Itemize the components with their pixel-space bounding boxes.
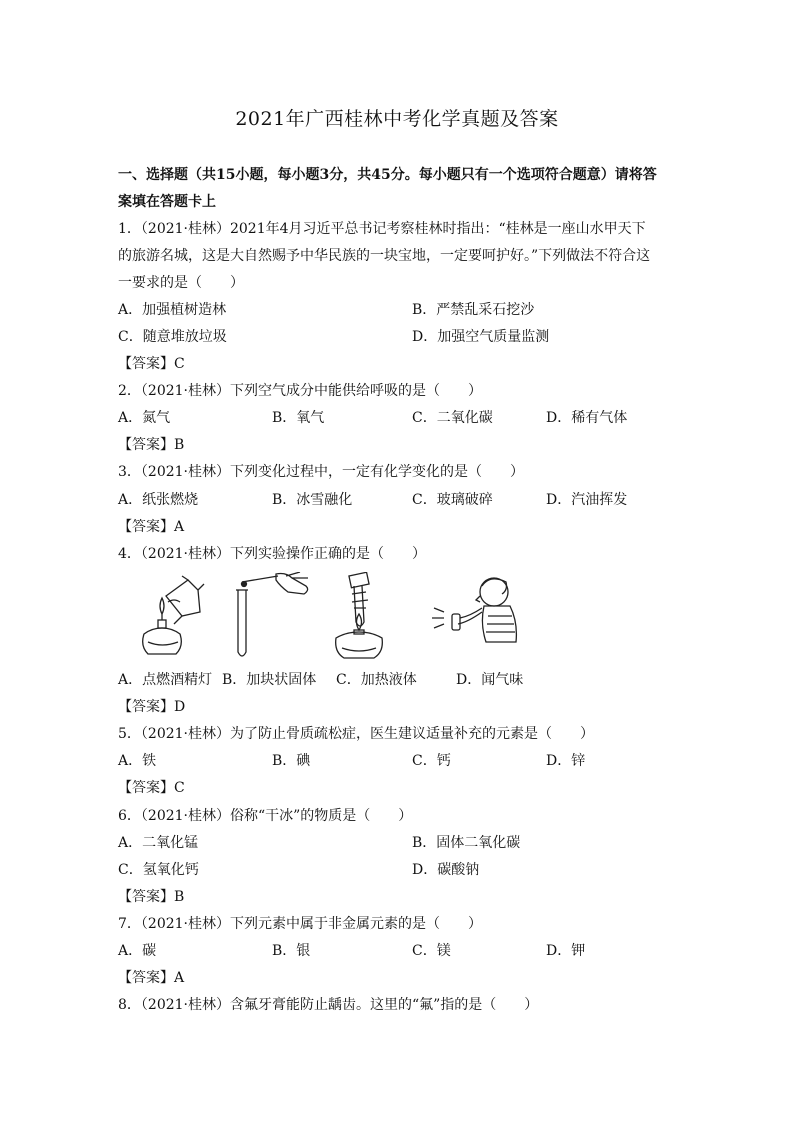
question-2-option-c: C．二氧化碳 [412, 410, 493, 426]
question-1-answer [118, 354, 185, 374]
answer-value: A [174, 970, 185, 986]
answer-label: 【答案】 [118, 437, 174, 453]
answer-label: 【答案】 [118, 780, 174, 796]
question-2-option-b: B．氧气 [272, 410, 325, 426]
question-7-answer [118, 968, 184, 988]
question-7-option-d: D．钾 [546, 943, 586, 959]
answer-value: B [174, 889, 185, 905]
question-1-stem-line-1: 1．（2021·桂林）2021年4月习近平总书记考察桂林时指出：“桂林是一座山水甲天下 [118, 221, 646, 237]
question-6-option-b: B．固体二氧化碳 [412, 835, 521, 851]
question-3-option-b: B．冰雪融化 [272, 492, 353, 508]
question-6-option-d: D．碳酸钠 [412, 862, 480, 878]
answer-value: C [174, 356, 185, 372]
question-3-option-a: A．纸张燃烧 [118, 492, 199, 508]
question-6-stem: 6．（2021·桂林）俗称“干冰”的物质是（ ） [118, 808, 413, 824]
question-1-option-d: D．加强空气质量监测 [412, 329, 550, 345]
question-5-answer [118, 778, 185, 798]
question-2-answer [118, 435, 184, 455]
question-4-option-c: C．加热液体 [336, 672, 417, 688]
question-5-option-b: B．碘 [272, 753, 311, 769]
question-7-stem: 7．（2021·桂林）下列元素中属于非金属元素的是（ ） [118, 916, 482, 932]
answer-value: A [174, 519, 185, 535]
question-1-stem-line-3: 一要求的是（ ） [118, 275, 244, 291]
question-3-answer [118, 517, 184, 537]
question-6-option-c: C．氢氧化钙 [118, 862, 199, 878]
question-3-option-d: D．汽油挥发 [546, 492, 628, 508]
question-5-option-d: D．锌 [546, 753, 586, 769]
question-5-option-c: C．钙 [412, 753, 451, 769]
answer-value: C [174, 780, 185, 796]
heating-liquid-illustration [328, 572, 398, 662]
question-2-option-d: D．稀有气体 [546, 410, 628, 426]
question-3-stem: 3．（2021·桂林）下列变化过程中，一定有化学变化的是（ ） [118, 464, 524, 480]
answer-label: 【答案】 [118, 699, 174, 715]
question-5-stem: 5．（2021·桂林）为了防止骨质疏松症，医生建议适量补充的元素是（ ） [118, 726, 594, 742]
question-5-option-a: A．铁 [118, 753, 157, 769]
question-1-stem-line-2: 的旅游名城，这是大自然赐予中华民族的一块宝地，一定要呵护好。”下列做法不符合这 [118, 248, 651, 264]
question-4-option-b: B．加块状固体 [222, 672, 317, 688]
alcohol-lamp-lighting-illustration [130, 572, 210, 662]
question-7-option-b: B．银 [272, 943, 311, 959]
question-3-option-c: C．玻璃破碎 [412, 492, 493, 508]
question-6-answer [118, 887, 184, 907]
question-4-option-d: D．闻气味 [456, 672, 524, 688]
question-1-option-b: B．严禁乱采石挖沙 [412, 302, 535, 318]
question-4-figures [130, 572, 530, 662]
question-2-stem: 2．（2021·桂林）下列空气成分中能供给呼吸的是（ ） [118, 383, 482, 399]
section-heading-line-2: 案填在答题卡上 [118, 194, 216, 210]
answer-label: 【答案】 [118, 889, 174, 905]
question-4-option-a: A．点燃酒精灯 [118, 672, 213, 688]
question-6-option-a: A．二氧化锰 [118, 835, 199, 851]
question-1-option-c: C．随意堆放垃圾 [118, 329, 227, 345]
answer-value: B [174, 437, 185, 453]
document-title: 2021年广西桂林中考化学真题及答案 [235, 108, 559, 130]
question-8-stem: 8．（2021·桂林）含氟牙膏能防止龋齿。这里的“氟”指的是（ ） [118, 997, 539, 1013]
question-4-answer [118, 697, 185, 717]
test-tube-solid-illustration [226, 572, 316, 662]
answer-value: D [174, 699, 186, 715]
question-2-option-a: A．氮气 [118, 410, 171, 426]
question-7-option-c: C．镁 [412, 943, 451, 959]
answer-label: 【答案】 [118, 356, 174, 372]
answer-label: 【答案】 [118, 519, 174, 535]
question-1-option-a: A．加强植树造林 [118, 302, 227, 318]
section-heading-line-1: 一、选择题（共15小题，每小题3分，共45分。每小题只有一个选项符合题意）请将答 [118, 167, 657, 183]
question-7-option-a: A．碳 [118, 943, 157, 959]
answer-label: 【答案】 [118, 970, 174, 986]
question-4-stem: 4．（2021·桂林）下列实验操作正确的是（ ） [118, 546, 426, 562]
smelling-gas-illustration [430, 572, 530, 662]
